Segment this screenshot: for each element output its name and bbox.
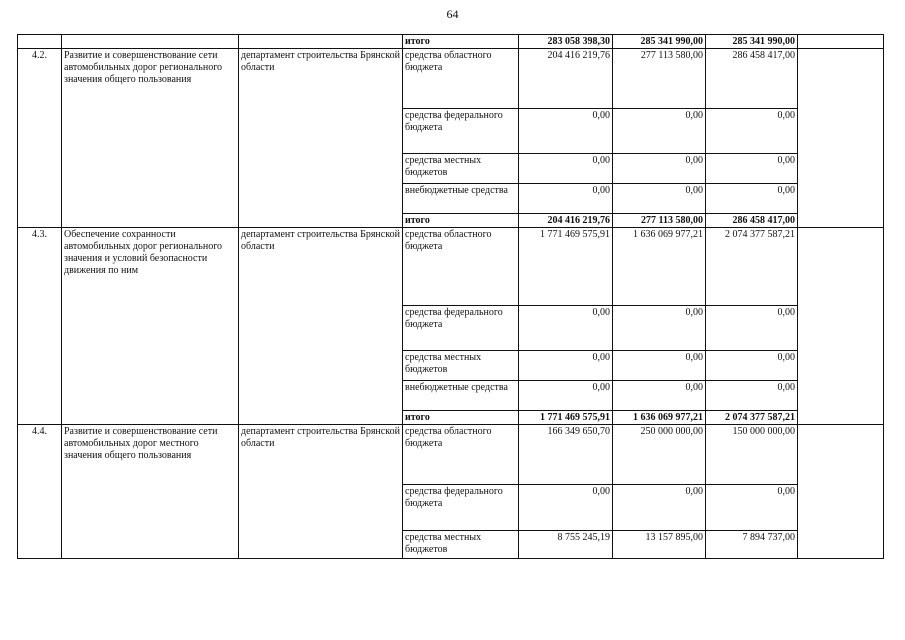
funding-source: средства местных бюджетов (403, 531, 519, 559)
amount-cell: 0,00 (519, 154, 613, 184)
funding-source: внебюджетные средства (403, 381, 519, 411)
total-label: итого (403, 214, 519, 228)
total-value: 285 341 990,00 (706, 35, 798, 49)
budget-table (17, 34, 884, 559)
amount-cell: 0,00 (519, 485, 613, 531)
table-row (18, 228, 884, 306)
table-row (18, 49, 884, 109)
amount-cell: 0,00 (519, 184, 613, 214)
amount-cell: 150 000 000,00 (706, 425, 798, 485)
item-number: 4.3. (18, 228, 62, 425)
item-name: Развитие и совершенствование сети автомобильных дорог регионального значения общего пользования (62, 49, 239, 228)
funding-source: средства областного бюджета (403, 228, 519, 306)
amount-cell: 204 416 219,76 (519, 49, 613, 109)
empty-cell (798, 425, 884, 559)
empty-cell (798, 228, 884, 425)
total-value: 204 416 219,76 (519, 214, 613, 228)
amount-cell: 0,00 (706, 154, 798, 184)
total-label: итого (403, 35, 519, 49)
total-value: 286 458 417,00 (706, 214, 798, 228)
amount-cell: 0,00 (613, 184, 706, 214)
amount-cell: 286 458 417,00 (706, 49, 798, 109)
total-value: 2 074 377 587,21 (706, 411, 798, 425)
item-name: Развитие и совершенствование сети автомобильных дорог местного значения общего пользования (62, 425, 239, 559)
amount-cell: 7 894 737,00 (706, 531, 798, 559)
funding-source: внебюджетные средства (403, 184, 519, 214)
funding-source: средства областного бюджета (403, 49, 519, 109)
total-label: итого (403, 411, 519, 425)
funding-source: средства областного бюджета (403, 425, 519, 485)
name-cell (62, 35, 239, 49)
amount-cell: 1 771 469 575,91 (519, 228, 613, 306)
item-executor: департамент строительства Брянской области (239, 49, 403, 228)
amount-cell: 0,00 (706, 184, 798, 214)
total-value: 1 771 469 575,91 (519, 411, 613, 425)
amount-cell: 0,00 (706, 381, 798, 411)
executor-cell (239, 35, 403, 49)
amount-cell: 8 755 245,19 (519, 531, 613, 559)
total-value: 277 113 580,00 (613, 214, 706, 228)
amount-cell: 0,00 (519, 351, 613, 381)
amount-cell: 0,00 (706, 485, 798, 531)
amount-cell: 0,00 (519, 381, 613, 411)
amount-cell: 0,00 (706, 306, 798, 351)
amount-cell: 0,00 (519, 109, 613, 154)
amount-cell: 13 157 895,00 (613, 531, 706, 559)
amount-cell: 0,00 (613, 485, 706, 531)
item-executor: департамент строительства Брянской области (239, 425, 403, 559)
funding-source: средства местных бюджетов (403, 351, 519, 381)
total-value: 283 058 398,30 (519, 35, 613, 49)
amount-cell: 0,00 (613, 109, 706, 154)
empty-cell (798, 35, 884, 49)
empty-cell (798, 49, 884, 228)
table-row (18, 425, 884, 485)
amount-cell: 0,00 (613, 351, 706, 381)
amount-cell: 1 636 069 977,21 (613, 228, 706, 306)
page-number: 64 (446, 7, 459, 21)
funding-source: средства федерального бюджета (403, 306, 519, 351)
amount-cell: 0,00 (613, 381, 706, 411)
amount-cell: 0,00 (706, 109, 798, 154)
funding-source: средства федерального бюджета (403, 485, 519, 531)
amount-cell: 250 000 000,00 (613, 425, 706, 485)
amount-cell: 0,00 (519, 306, 613, 351)
item-executor: департамент строительства Брянской области (239, 228, 403, 425)
amount-cell: 2 074 377 587,21 (706, 228, 798, 306)
table-row-first-total (18, 35, 884, 49)
amount-cell: 0,00 (613, 154, 706, 184)
item-name: Обеспечение сохранности автомобильных дорог регионального значения и условий безопасности движения по ним (62, 228, 239, 425)
funding-source: средства федерального бюджета (403, 109, 519, 154)
total-value: 285 341 990,00 (613, 35, 706, 49)
item-number: 4.4. (18, 425, 62, 559)
number-cell (18, 35, 62, 49)
item-number: 4.2. (18, 49, 62, 228)
funding-source: средства местных бюджетов (403, 154, 519, 184)
amount-cell: 166 349 650,70 (519, 425, 613, 485)
amount-cell: 277 113 580,00 (613, 49, 706, 109)
amount-cell: 0,00 (613, 306, 706, 351)
total-value: 1 636 069 977,21 (613, 411, 706, 425)
amount-cell: 0,00 (706, 351, 798, 381)
